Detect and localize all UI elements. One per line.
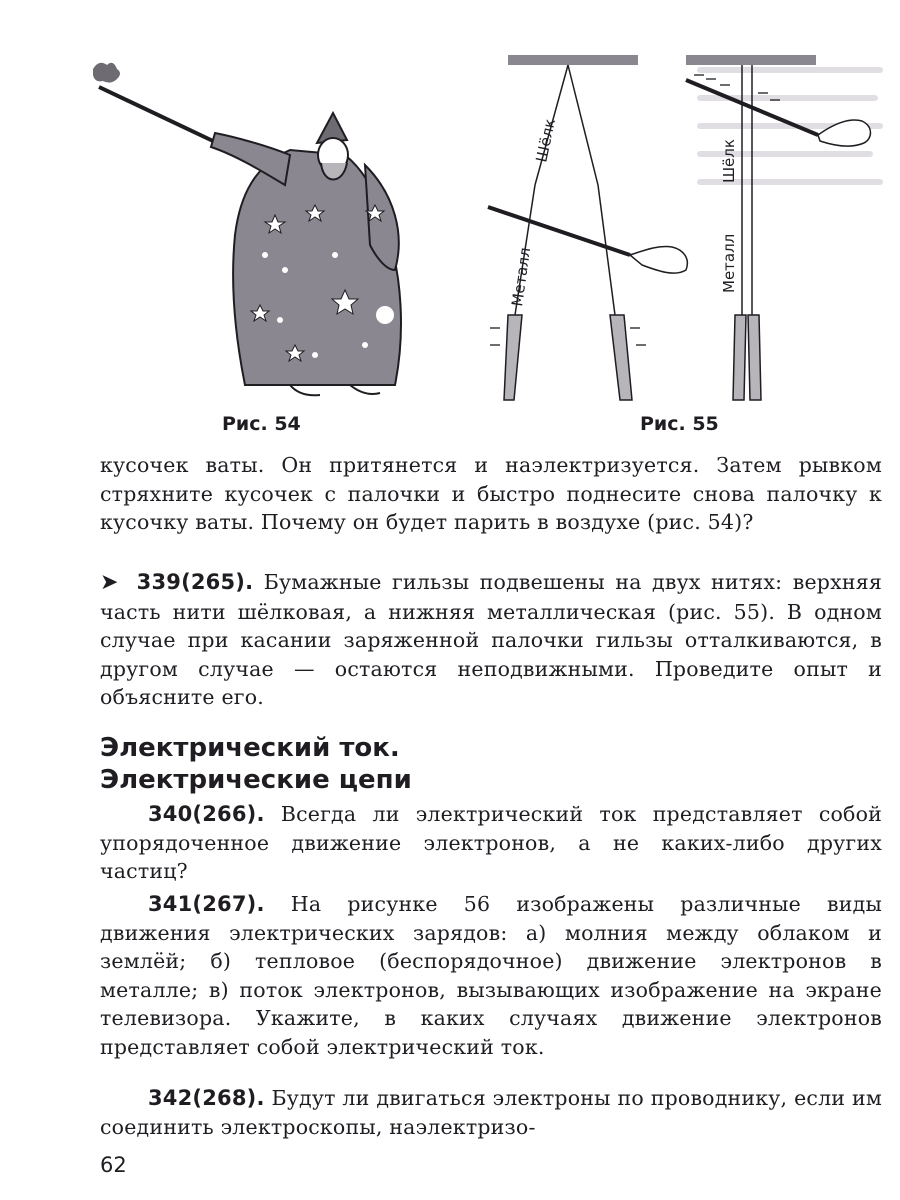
- figure-55-caption: Рис. 55: [640, 413, 719, 435]
- figure-54-wizard: [85, 55, 445, 415]
- silk-label-left: Шёлк: [532, 117, 560, 164]
- problem-341: [100, 890, 882, 1061]
- problem-text: Будут ли двигаться электроны по проводнику, если им соединить электроскопы, наэлектризо-: [100, 1086, 882, 1139]
- section-heading: [100, 732, 412, 796]
- silk-label-right: Шёлк: [720, 139, 738, 183]
- metal-label-left: Металл: [508, 246, 535, 308]
- problem-text: Бумажные гильзы подвешены на двух нитях: верхняя часть нити шёлковая, а нижняя металлическая (рис. 55). В одном случае при касании заряженной палочки гильзы отталкиваются, в другом случае — остаются неподвижными. Проведите опыт и объясните его.: [100, 570, 882, 709]
- heading-line-2: Электрические цепи: [100, 765, 412, 795]
- heading-line-1: Электрический ток.: [100, 733, 400, 763]
- problem-text: Всегда ли электрический ток представляет собой упорядоченное движение электронов, а не каких-либо других частиц?: [100, 802, 882, 883]
- problem-339: [100, 568, 882, 712]
- figure-55-sleeves: [480, 45, 880, 410]
- figure-54-caption: Рис. 54: [222, 413, 301, 435]
- problem-number: 340(266).: [148, 802, 265, 826]
- page-number: 62: [100, 1153, 127, 1177]
- problem-text: На рисунке 56 изображены различные виды движения электрических зарядов: а) молния между облаком и землёй; б) тепловое (беспорядочное) движение электронов в металле; в) поток электронов, вызывающих изображение на экране телевизора. Укажите, в каких случаях движение электронов представляет собой электрический ток.: [100, 892, 882, 1059]
- problem-number: 341(267).: [148, 892, 265, 916]
- problem-number: 339(265).: [136, 570, 254, 594]
- paragraph-intro: [100, 451, 882, 537]
- problem-number: 342(268).: [148, 1086, 265, 1110]
- paragraph-intro-text: кусочек ваты. Он притянется и наэлектризуется. Затем рывком стряхните кусочек с палочки и быстро поднесите снова палочку к кусочку ваты. Почему он будет парить в воздухе (рис. 54)?: [100, 453, 882, 534]
- problem-340: [100, 800, 882, 886]
- arrow-icon: ➤: [100, 570, 119, 595]
- problem-342: [100, 1084, 882, 1141]
- metal-label-right: Металл: [720, 233, 738, 293]
